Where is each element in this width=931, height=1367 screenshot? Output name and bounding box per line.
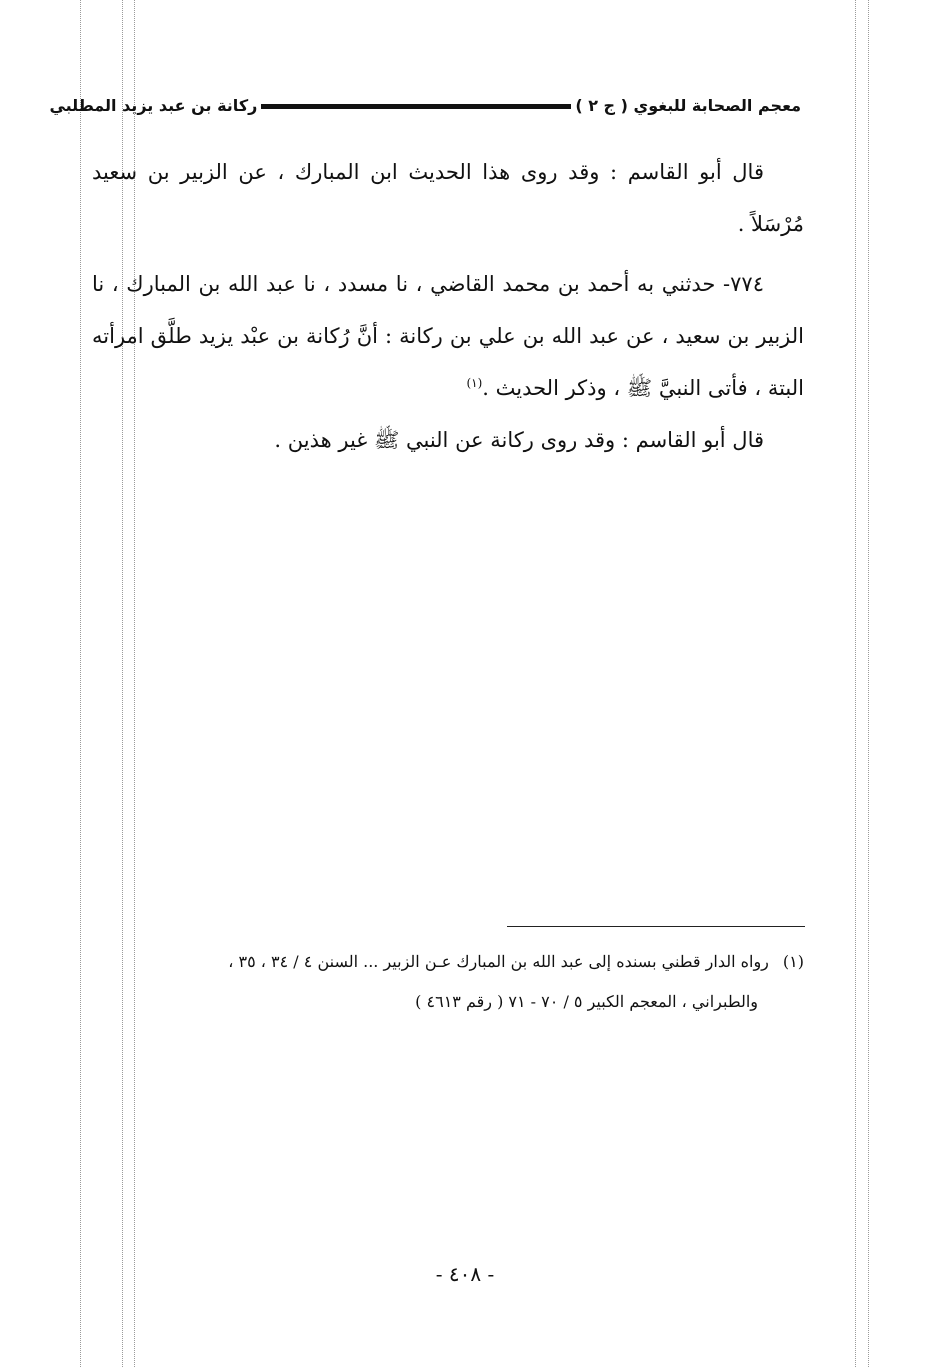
main-text: [92, 146, 804, 466]
paragraph: قال أبو القاسم : وقد روى هذا الحديث ابن المبارك ، عن الزبير بن سعيد مُرْسَلاً .: [92, 160, 804, 236]
footnote-separator: [507, 926, 805, 927]
running-header: [49, 90, 801, 120]
hadith-text: ٧٧٤- حدثني به أحمد بن محمد القاضي ، نا مسدد ، نا عبد الله بن المبارك ، نا الزبير بن سعيد ، عن عبد الله بن علي بن ركانة : أنَّ رُكانة بن عبْد يزيد طلَّق امرأته البتة ، فأتى النبيَّ ﷺ ، وذكر الحديث .: [92, 272, 804, 400]
footnote-line: والطبراني ، المعجم الكبير ٥ / ٧٠ - ٧١ ( رقم ٤٦١٣ ): [415, 992, 758, 1011]
footnote-number: (١): [782, 952, 804, 971]
footnote-text: رواه الدار قطني بسنده إلى عبد الله بن المبارك عـن الزبير ... السنن ٤ / ٣٤ ، ٣٥ ،: [228, 952, 769, 971]
footnotes: [92, 942, 804, 1022]
entry-title: ركانة بن عبد يزيد المطلبي: [49, 95, 258, 115]
paragraph: قال أبو القاسم : وقد روى ركانة عن النبي ﷺ غير هذين .: [274, 428, 764, 452]
hadith-paragraph: [92, 258, 804, 414]
book-title: معجم الصحابة للبغوي ( ج ٢ ): [575, 95, 801, 115]
footnote-reference: (١): [466, 376, 483, 390]
scan-artifact-line: [855, 0, 856, 1367]
scan-artifact-line: [868, 0, 869, 1367]
page-number: - ٤٠٨ -: [435, 1262, 495, 1286]
footnote-line: [92, 942, 804, 982]
scan-artifact-line: [80, 0, 81, 1367]
header-rule: [261, 104, 571, 109]
